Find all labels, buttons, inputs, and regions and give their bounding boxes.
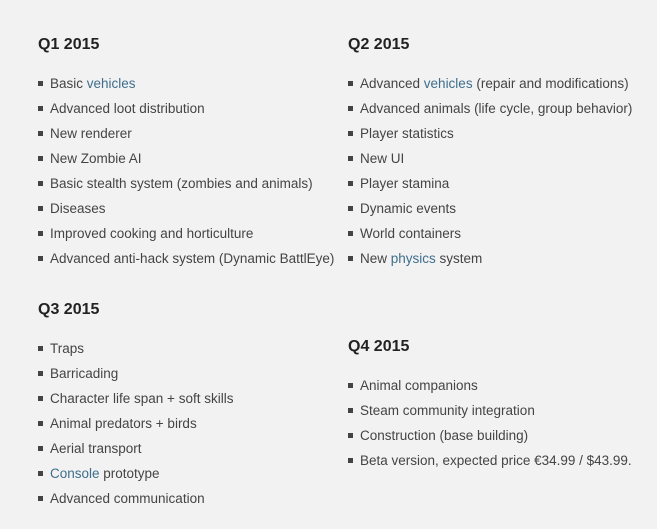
item-text: Basic stealth system (zombies and animals) bbox=[50, 176, 313, 191]
item-text: Animal predators + birds bbox=[50, 416, 197, 431]
bullet-icon bbox=[38, 206, 43, 211]
roadmap-q1-section bbox=[38, 35, 334, 271]
item-text: Barricading bbox=[50, 366, 119, 381]
bullet-icon bbox=[348, 131, 353, 136]
item-text: Advanced bbox=[360, 76, 424, 91]
item-text: New renderer bbox=[50, 126, 132, 141]
item-text: Advanced loot distribution bbox=[50, 101, 205, 116]
bullet-icon bbox=[38, 346, 43, 351]
bullet-icon bbox=[348, 458, 353, 463]
roadmap-item bbox=[348, 96, 632, 121]
bullet-icon bbox=[38, 421, 43, 426]
item-text: Player statistics bbox=[360, 126, 454, 141]
bullet-icon bbox=[38, 396, 43, 401]
q3-heading: Q3 2015 bbox=[38, 301, 100, 318]
bullet-icon bbox=[38, 181, 43, 186]
roadmap-item bbox=[38, 196, 334, 221]
item-text: World containers bbox=[360, 226, 462, 241]
item-text-suffix: (repair and modifications) bbox=[472, 76, 629, 91]
item-text: Advanced anti-hack system (Dynamic BattlEye) bbox=[50, 251, 335, 266]
roadmap-item bbox=[38, 411, 233, 436]
roadmap-item bbox=[38, 436, 233, 461]
bullet-icon bbox=[38, 371, 43, 376]
item-text: Animal companions bbox=[360, 378, 478, 393]
bullet-icon bbox=[348, 156, 353, 161]
roadmap-item bbox=[348, 196, 632, 221]
bullet-icon bbox=[38, 231, 43, 236]
bullet-icon bbox=[38, 106, 43, 111]
item-text: Improved cooking and horticulture bbox=[50, 226, 254, 241]
item-text-suffix: system bbox=[435, 251, 483, 266]
roadmap-q4-section bbox=[348, 337, 632, 473]
roadmap-item bbox=[348, 398, 632, 423]
roadmap-item bbox=[38, 221, 334, 246]
bullet-icon bbox=[348, 106, 353, 111]
bullet-icon bbox=[348, 81, 353, 86]
bullet-icon bbox=[348, 383, 353, 388]
bullet-icon bbox=[38, 81, 43, 86]
item-text: Traps bbox=[50, 341, 85, 356]
item-link[interactable]: vehicles bbox=[86, 76, 136, 91]
bullet-icon bbox=[38, 131, 43, 136]
roadmap-item bbox=[38, 461, 233, 486]
q2-heading: Q2 2015 bbox=[348, 36, 410, 53]
item-text: Player stamina bbox=[360, 176, 450, 191]
roadmap-item bbox=[348, 373, 632, 398]
item-text: Steam community integration bbox=[360, 403, 535, 418]
item-text: Character life span + soft skills bbox=[50, 391, 234, 406]
roadmap-item bbox=[38, 246, 334, 271]
q4-list bbox=[348, 373, 632, 473]
roadmap-item bbox=[38, 386, 233, 411]
q1-list bbox=[38, 71, 334, 271]
roadmap-item bbox=[348, 448, 632, 473]
bullet-icon bbox=[348, 433, 353, 438]
bullet-icon bbox=[348, 231, 353, 236]
bullet-icon bbox=[38, 471, 43, 476]
roadmap-item bbox=[348, 423, 632, 448]
item-text: Advanced communication bbox=[50, 491, 205, 506]
item-text-suffix: prototype bbox=[99, 466, 160, 481]
item-text: Dynamic events bbox=[360, 201, 457, 216]
roadmap-item bbox=[348, 146, 632, 171]
item-link[interactable]: Console bbox=[50, 466, 100, 481]
bullet-icon bbox=[348, 408, 353, 413]
roadmap-item bbox=[38, 336, 233, 361]
roadmap-item bbox=[348, 171, 632, 196]
item-text: Diseases bbox=[50, 201, 106, 216]
roadmap-item bbox=[38, 146, 334, 171]
bullet-icon bbox=[38, 446, 43, 451]
roadmap-item bbox=[38, 486, 233, 511]
bullet-icon bbox=[348, 256, 353, 261]
bullet-icon bbox=[348, 181, 353, 186]
roadmap-item bbox=[38, 361, 233, 386]
item-link[interactable]: vehicles bbox=[423, 76, 473, 91]
item-link[interactable]: physics bbox=[390, 251, 436, 266]
q3-list bbox=[38, 336, 233, 511]
roadmap-item bbox=[348, 221, 632, 246]
roadmap-item bbox=[38, 71, 334, 96]
item-text: Construction (base building) bbox=[360, 428, 529, 443]
roadmap-q2-section bbox=[348, 35, 632, 271]
item-text: New bbox=[360, 251, 391, 266]
q1-heading: Q1 2015 bbox=[38, 36, 100, 53]
roadmap-q3-section bbox=[38, 300, 233, 511]
item-text: Basic bbox=[50, 76, 87, 91]
roadmap-item bbox=[38, 171, 334, 196]
q4-heading: Q4 2015 bbox=[348, 338, 410, 355]
roadmap-item bbox=[38, 96, 334, 121]
bullet-icon bbox=[38, 156, 43, 161]
bullet-icon bbox=[348, 206, 353, 211]
roadmap-item bbox=[348, 71, 632, 96]
item-text: Advanced animals (life cycle, group behavior) bbox=[360, 101, 633, 116]
item-text: Beta version, expected price €34.99 / $43.99. bbox=[360, 453, 632, 468]
roadmap-item bbox=[38, 121, 334, 146]
item-text: New UI bbox=[360, 151, 405, 166]
item-text: New Zombie AI bbox=[50, 151, 142, 166]
bullet-icon bbox=[38, 256, 43, 261]
bullet-icon bbox=[38, 496, 43, 501]
roadmap-item bbox=[348, 246, 632, 271]
q2-list bbox=[348, 71, 632, 271]
roadmap-item bbox=[348, 121, 632, 146]
item-text: Aerial transport bbox=[50, 441, 142, 456]
